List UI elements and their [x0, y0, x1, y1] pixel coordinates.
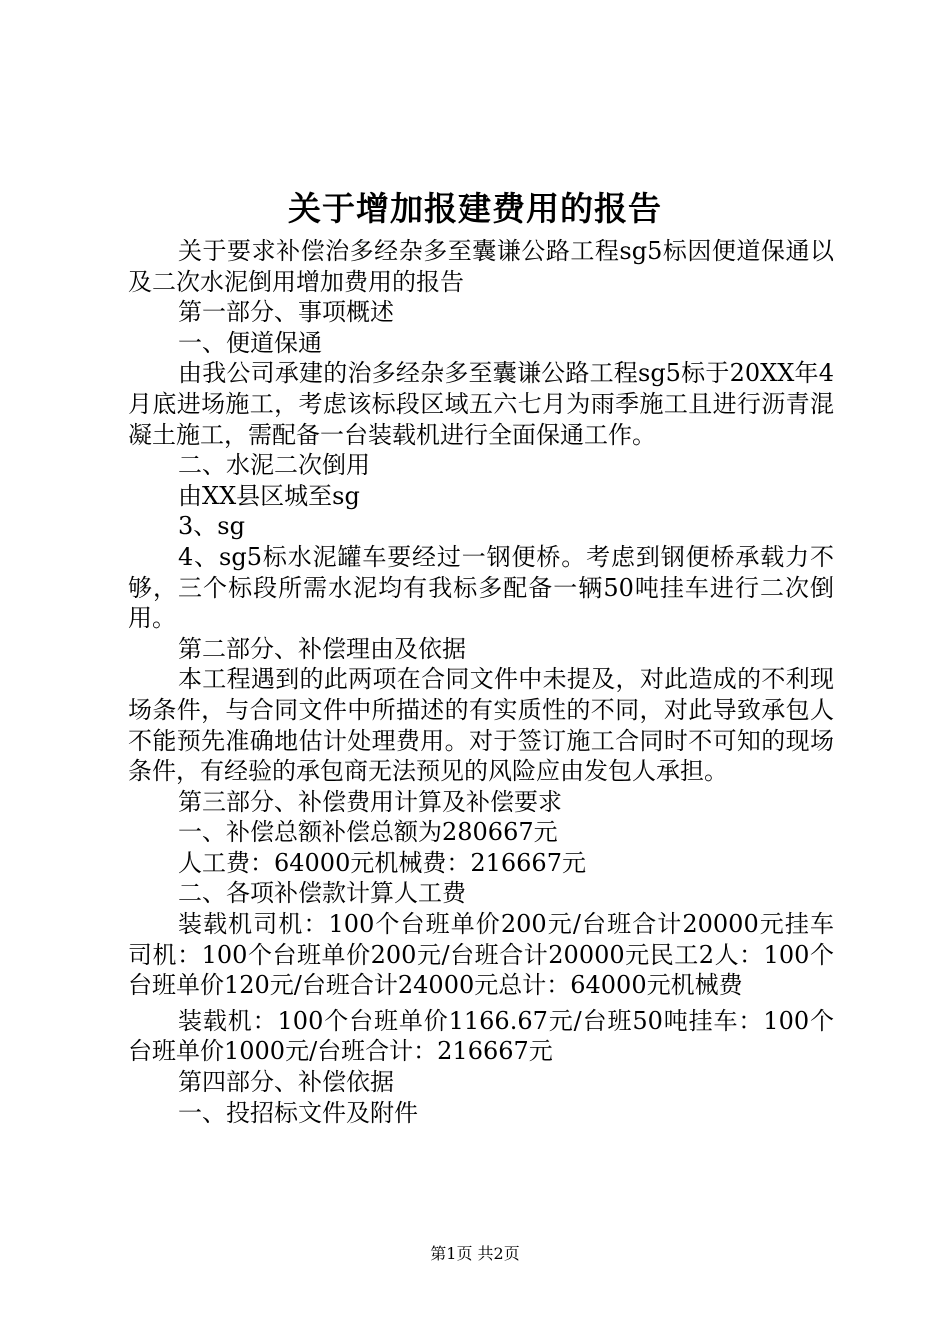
paragraph-item-3: 3、sg [178, 512, 245, 541]
paragraph-access-road: 由我公司承建的治多经杂多至囊谦公路工程sg5标于20XX年4月底进场施工，考虑该标段区域五六七月为雨季施工且进行沥青混凝土施工，需配备一台装载机进行全面保通工作。 [128, 359, 834, 449]
document-title: 关于增加报建费用的报告 [288, 189, 662, 228]
section-heading-1: 第一部分、事项概述 [178, 298, 394, 327]
subheading-access-road: 一、便道保通 [178, 328, 322, 357]
paragraph-machine-costs: 装载机：100个台班单价1166.67元/台班50吨挂车：100个台班单价1000元/台班合计：216667元 [128, 1006, 834, 1066]
document-body [128, 236, 834, 1128]
paragraph-total: 一、补偿总额补偿总额为280667元 [178, 818, 558, 847]
paragraph-route: 由XX县区城至sg [178, 481, 360, 510]
subheading-cost-items: 二、各项补偿款计算人工费 [178, 879, 466, 908]
subheading-tender-documents: 一、投招标文件及附件 [178, 1098, 418, 1127]
subheading-cement-transfer: 二、水泥二次倒用 [178, 451, 370, 480]
section-heading-4: 第四部分、补偿依据 [178, 1068, 394, 1097]
paragraph-item-4: 4、sg5标水泥罐车要经过一钢便桥。考虑到钢便桥承载力不够，三个标段所需水泥均有我标多配备一辆50吨挂车进行二次倒用。 [128, 542, 834, 633]
paragraph-labor-costs: 装载机司机：100个台班单价200元/台班合计20000元挂车司机：100个台班单价200元/台班合计20000元民工2人：100个台班单价120元/台班合计24000元总计：64000元机械费 [128, 910, 834, 1000]
intro-paragraph: 关于要求补偿治多经杂多至囊谦公路工程sg5标因便道保通以及二次水泥倒用增加费用的报告 [128, 237, 834, 296]
paragraph-reasons: 本工程遇到的此两项在合同文件中未提及，对此造成的不利现场条件，与合同文件中所描述的有实质性的不同，对此导致承包人不能预先准确地估计处理费用。对于签订施工合同时不可知的现场条件，有经验的承包商无法预见的风险应由发包人承担。 [128, 665, 834, 786]
section-heading-3: 第三部分、补偿费用计算及补偿要求 [178, 787, 562, 816]
section-heading-2: 第二部分、补偿理由及依据 [178, 634, 466, 663]
page-footer: 第1页 共2页 [430, 1244, 520, 1263]
paragraph-cost-split: 人工费：64000元机械费：216667元 [178, 848, 586, 877]
